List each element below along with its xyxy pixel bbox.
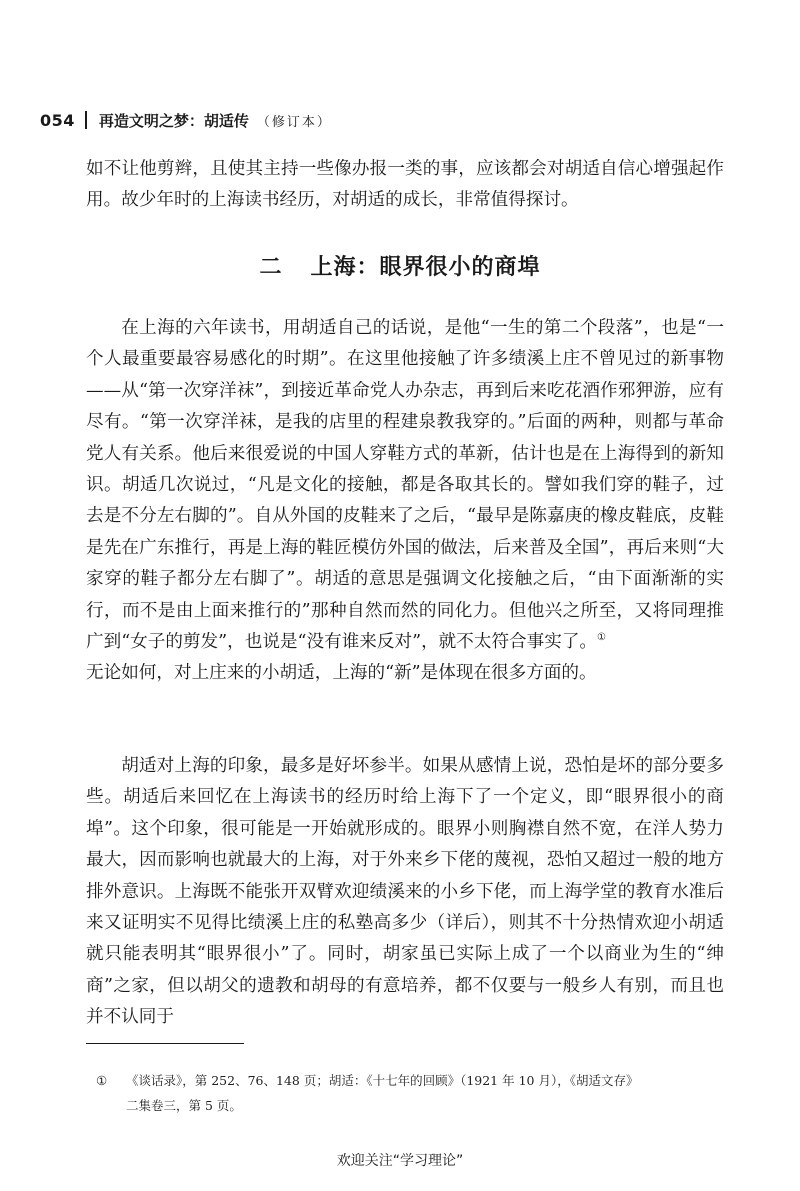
footnote <box>96 1068 736 1118</box>
paragraph-2: 胡适对上海的印象，最多是好坏参半。如果从感情上说，恐怕是坏的部分要多些。胡适后来回忆在上海读书的经历时给上海下了一个定义，即“眼界很小的商埠”。这个印象，很可能是一开始就形成的。眼界小则胸襟自然不宽，在洋人势力最大，因而影响也就最大的上海，对于外来乡下佬的蔑视，恐怕又超过一般的地方排外意识。上海既不能张开双臂欢迎绩溪来的小乡下佬，而上海学堂的教育水准后来又证明实不见得比绩溪上庄的私塾高多少（详后），则其不十分热情欢迎小胡适就只能表明其“眼界很小”了。同时，胡家虽已实际上成了一个以商业为生的“绅商”之家，但以胡父的遗教和胡母的有意培养，都不仅要与一般乡人有别，而且也并不认同于 <box>86 756 724 1028</box>
continuation-paragraph: 如不让他剪辫，且使其主持一些像办报一类的事，应该都会对胡适自信心增强起作用。故少年时的上海读书经历，对胡适的成长，非常值得探讨。 <box>86 159 724 211</box>
footnote-line-1: 《谈话录》，第 252、76、148 页；胡适：《十七年的回顾》（1921 年 10 月），《胡适文存》 <box>126 1073 639 1088</box>
paragraph-1-text: 在上海的六年读书，用胡适自己的话说，是他“一生的第二个段落”，也是“一个人最重要最容易感化的时期”。在这里他接触了许多绩溪上庄不曾见过的新事物——从“第一次穿洋袜”，到接近革命党人办杂志，再到后来吃花酒作邪狎游，应有尽有。“第一次穿洋袜，是我的店里的程建泉教我穿的。”后面的两种，则都与革命党人有关系。他后来很爱说的中国人穿鞋方式的革新，估计也是在上海得到的新知识。胡适几次说过，“凡是文化的接触，都是各取其长的。譬如我们穿的鞋子，过去是不分左右脚的”。自从外国的皮鞋来了之后，“最早是陈嘉庚的橡皮鞋底，皮鞋是先在广东推行，再是上海的鞋匠模仿外国的做法，后来普及全国”，再后来则“大家穿的鞋子都分左右脚了”。胡适的意思是强调文化接触之后，“由下面渐渐的实行，而不是由上面来推行的”那种自然而然的同化力。但他兴之所至，又将同理推广到“女子的剪发”，也说是“没有谁来反对”，就不太符合事实了。 <box>86 318 724 653</box>
footnote-number: ① <box>96 1073 108 1088</box>
header-divider <box>85 111 87 129</box>
paragraph-1 <box>86 313 724 690</box>
running-header <box>40 108 332 132</box>
footnote-divider <box>86 1043 244 1044</box>
book-title: 再造文明之梦：胡适传 <box>98 111 249 130</box>
section-heading <box>0 250 800 281</box>
footnote-line-2: 二集卷三，第 5 页。 <box>126 1098 242 1113</box>
footnote-reference[interactable]: ① <box>597 632 606 644</box>
edition-label: （修订本） <box>256 114 332 130</box>
section-number: 二 <box>259 255 283 280</box>
section-title-text: 上海：眼界很小的商埠 <box>310 255 541 280</box>
bottom-watermark-note: 欢迎关注“学习理论” <box>336 1153 464 1169</box>
page-number: 054 <box>40 110 75 130</box>
paragraph-1-tail: 无论如何，对上庄来的小胡适，上海的“新”是体现在很多方面的。 <box>86 663 597 684</box>
